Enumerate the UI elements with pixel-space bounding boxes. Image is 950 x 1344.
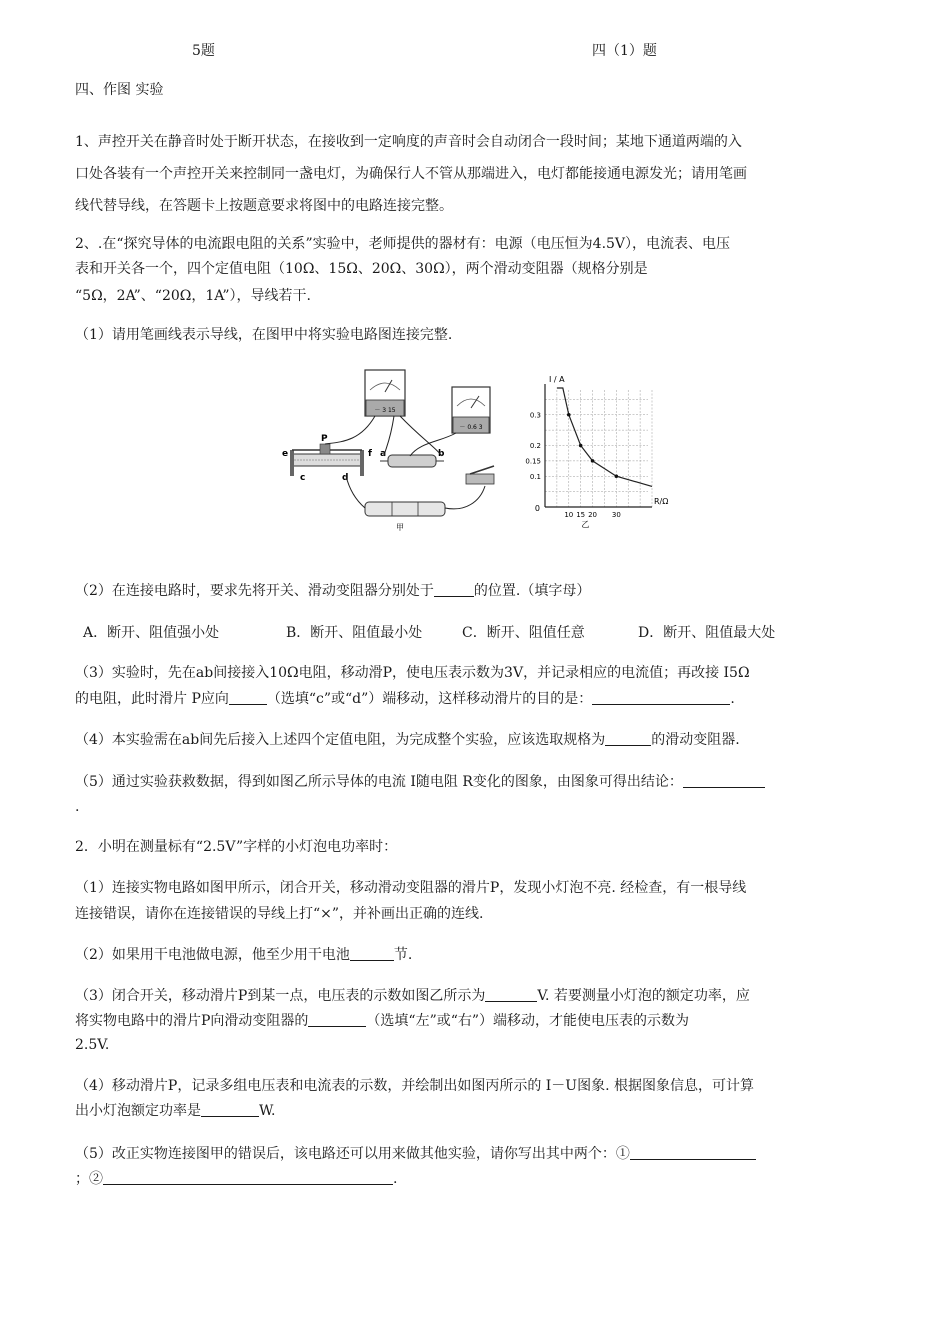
option-d[interactable]: D．断开、阻值最大处 bbox=[638, 625, 776, 641]
q3-part5-text-a: （5）改正实物连接图甲的错误后，该电路还可以用来做其他实验，请你写出其中两个：① bbox=[75, 1146, 630, 1162]
q3-part5-text-b: ；② bbox=[75, 1171, 103, 1187]
chart-origin-label: 0 bbox=[534, 504, 540, 513]
q2-part3-blank2[interactable] bbox=[592, 690, 730, 705]
battery-box bbox=[365, 502, 445, 516]
q1-line1: 1、声控开关在静音时处于断开状态，在接收到一定响度的声音时会自动闭合一段时间；某地下通道两端的入 bbox=[75, 134, 742, 150]
figure-svg bbox=[280, 362, 680, 532]
circuit-caption: 甲 bbox=[396, 523, 404, 532]
q3-part3-text-a: （3）闭合开关，移动滑片P到某一点，电压表的示数如图乙所示为 bbox=[75, 988, 486, 1004]
data-point bbox=[579, 444, 583, 448]
q2-part4-text-a: （4）本实验需在ab间先后接入上述四个定值电阻，为完成整个实验，应该选取规格为 bbox=[75, 732, 606, 748]
label-c: c bbox=[300, 473, 306, 483]
caption-left: 5题 bbox=[192, 43, 215, 59]
data-point bbox=[615, 474, 619, 478]
q1-line2: 口处各装有一个声控开关来控制同一盏电灯，为确保行人不管从那端进入，电灯都能接通电源发光；请用笔画 bbox=[75, 166, 747, 182]
x-tick-label: 20 bbox=[588, 511, 598, 519]
q2-part4-text-b: 的滑动变阻器. bbox=[651, 732, 740, 748]
label-f: f bbox=[368, 449, 372, 459]
caption-right: 四（1）题 bbox=[592, 43, 657, 59]
option-a[interactable]: A．断开、阻值强小处 bbox=[83, 625, 220, 641]
q2-part3-blank1[interactable] bbox=[229, 690, 267, 705]
chart-ylabel: I / A bbox=[549, 375, 565, 384]
q2-part2-text-b: 的位置.（填字母） bbox=[473, 583, 591, 599]
q3-part5-text-c: . bbox=[393, 1171, 398, 1187]
q3-part5-line1 bbox=[75, 1143, 885, 1165]
chart-grid bbox=[545, 390, 652, 507]
q2-part3-text-a: 的电阻，此时滑片 P应向 bbox=[75, 691, 229, 707]
q3-part3-text-c: 将实物电路中的滑片P向滑动变阻器的 bbox=[75, 1013, 309, 1029]
q2-part3-line1: （3）实验时，先在ab间接接入10Ω电阻，移动滑P，使电压表示数为3V，并记录相应的电流值；再改接 I5Ω bbox=[75, 665, 750, 681]
chart-caption: 乙 bbox=[581, 520, 590, 529]
label-e: e bbox=[282, 449, 289, 459]
voltmeter bbox=[365, 370, 405, 416]
q1-line3: 线代替导线，在答题卡上按题意要求将图中的电路连接完整。 bbox=[75, 198, 453, 214]
q3-part5-line2 bbox=[75, 1168, 885, 1190]
q2-part4-blank[interactable] bbox=[605, 731, 651, 746]
q2-part5-line1 bbox=[75, 771, 885, 793]
q2-part1: （1）请用笔画线表示导线，在图甲中将实验电路图连接完整. bbox=[75, 327, 453, 343]
ammeter-terminals: － 0.6 3 bbox=[459, 424, 483, 431]
chart-x-ticks bbox=[564, 511, 620, 519]
ammeter bbox=[452, 387, 490, 433]
data-point bbox=[591, 459, 595, 463]
option-c[interactable]: C．断开、阻值任意 bbox=[462, 625, 585, 641]
q2-part3-line2 bbox=[75, 688, 885, 710]
q3-part4-blank[interactable] bbox=[201, 1102, 259, 1117]
q3-part3-blank1[interactable] bbox=[485, 987, 537, 1002]
q3-part1-line2: 连接错误，请你在连接错误的导线上打“×”，并补画出正确的连线. bbox=[75, 906, 484, 922]
q3-part3-text-d: （选填“左”或“右”）端移动，才能使电压表的示数为 bbox=[366, 1013, 690, 1029]
q3-part3-line1 bbox=[75, 985, 885, 1007]
q2-line3: “5Ω，2A”、“20Ω，1A”），导线若干. bbox=[75, 288, 311, 304]
q3-part3-line2 bbox=[75, 1010, 885, 1032]
q3-part4-text-b: W. bbox=[259, 1103, 276, 1119]
q2-part3-text-b: （选填“c”或“d”）端移动，这样移动滑片的目的是： bbox=[266, 691, 593, 707]
q2-part2 bbox=[75, 580, 885, 602]
q3-part3-line3: 2.5V. bbox=[75, 1037, 110, 1053]
q2-part2-blank[interactable] bbox=[434, 582, 474, 597]
q3-part2-text-a: （2）如果用干电池做电源，他至少用干电池 bbox=[75, 947, 350, 963]
q3-part2-blank[interactable] bbox=[350, 946, 394, 961]
q2-line2: 表和开关各一个，四个定值电阻（10Ω、15Ω、20Ω、30Ω），两个滑动变阻器（规格分别是 bbox=[75, 261, 648, 277]
section-title: 四、作图 实验 bbox=[75, 82, 164, 98]
q3-part1-line1: （1）连接实物电路如图甲所示，闭合开关，移动滑动变阻器的滑片P，发现小灯泡不亮. 经检查，有一根导线 bbox=[75, 880, 747, 896]
q3-part3-blank2[interactable] bbox=[308, 1012, 366, 1027]
chart-xlabel: R/Ω bbox=[654, 497, 669, 506]
y-tick-label: 0.1 bbox=[529, 472, 541, 481]
chart-y-ticks bbox=[525, 411, 541, 481]
x-tick-label: 30 bbox=[611, 511, 621, 519]
voltmeter-terminals: － 3 15 bbox=[374, 407, 396, 414]
q3-part4-text-a: 出小灯泡额定功率是 bbox=[75, 1103, 201, 1119]
q3-part4-line2 bbox=[75, 1100, 885, 1122]
y-tick-label: 0.15 bbox=[525, 457, 541, 466]
q3-part2-text-b: 节. bbox=[393, 947, 413, 963]
q2-part3-text-c: . bbox=[730, 691, 735, 707]
q2-part5-text-a: （5）通过实验获救数据，得到如图乙所示导体的电流 I随电阻 R变化的图象，由图象可得出结论： bbox=[75, 774, 683, 790]
label-P: P bbox=[321, 434, 328, 444]
rheostat bbox=[290, 444, 364, 476]
q2-part2-text-a: （2）在连接电路时，要求先将开关、滑动变阻器分别处于 bbox=[75, 583, 434, 599]
label-b: b bbox=[438, 449, 445, 459]
x-tick-label: 10 bbox=[564, 511, 574, 519]
y-tick-label: 0.2 bbox=[529, 442, 541, 450]
label-d: d bbox=[342, 473, 349, 483]
q2-part4 bbox=[75, 729, 885, 751]
resistor-ab bbox=[380, 455, 444, 467]
q3-part5-blank2[interactable] bbox=[103, 1170, 393, 1185]
option-b[interactable]: B．断开、阻值最小处 bbox=[286, 625, 423, 641]
q2-line1: 2、.在“探究导体的电流跟电阻的关系”实验中，老师提供的器材有：电源（电压恒为4.5V），电流表、电压 bbox=[75, 236, 731, 252]
q2-part5-line2: . bbox=[75, 799, 80, 815]
q3-part5-blank1[interactable] bbox=[630, 1145, 756, 1160]
q3-part3-text-b: V. 若要测量小灯泡的额定功率，应 bbox=[537, 988, 750, 1004]
q3-part4-line1: （4）移动滑片P，记录多组电压表和电流表的示数，并绘制出如图丙所示的 I－U图象. 根据图象信息，可计算 bbox=[75, 1078, 755, 1094]
chart-graph bbox=[525, 375, 668, 529]
q3-title: 2．小明在测量标有“2.5V”字样的小灯泡电功率时： bbox=[75, 839, 398, 855]
figure bbox=[280, 362, 680, 532]
q3-part2 bbox=[75, 944, 885, 966]
switch bbox=[466, 466, 494, 484]
data-point bbox=[567, 413, 571, 417]
label-a: a bbox=[380, 449, 387, 459]
x-tick-label: 15 bbox=[576, 511, 586, 519]
q2-part5-blank[interactable] bbox=[683, 773, 765, 788]
y-tick-label: 0.3 bbox=[529, 411, 541, 420]
